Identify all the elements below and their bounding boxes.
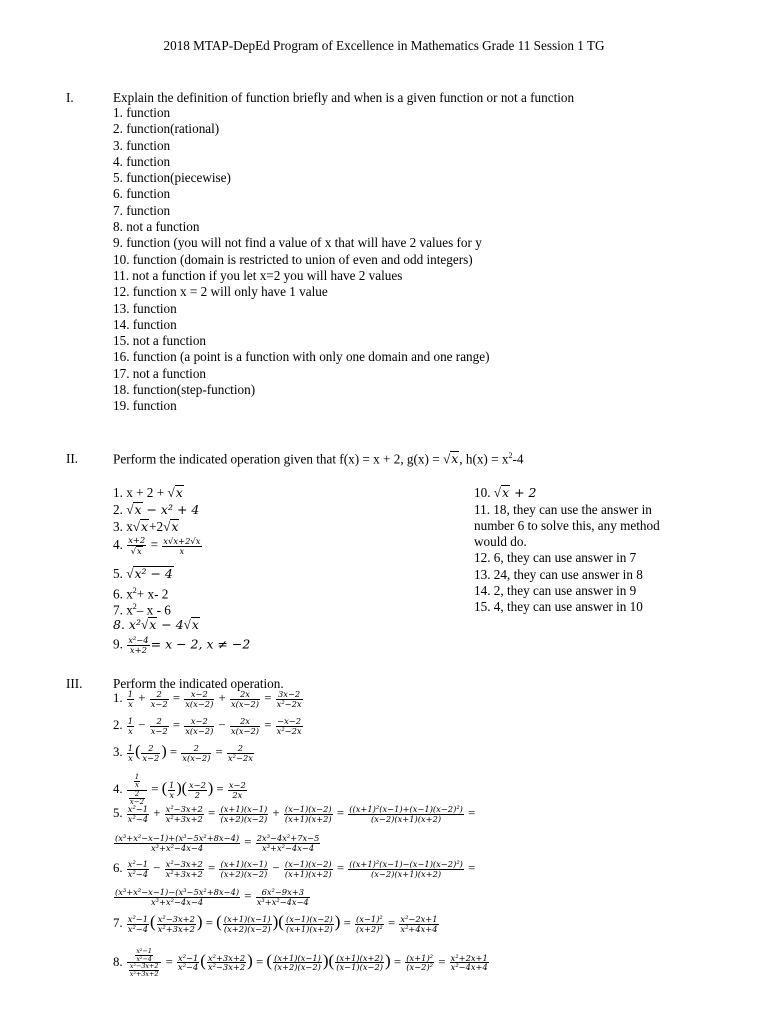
list-item: 8. not a function (113, 219, 200, 235)
page-title: 2018 MTAP-DepEd Program of Excellence in Mathematics Grade 11 Session 1 TG (163, 38, 605, 53)
list-item: 16. function (a point is a function with only one domain and one range) (113, 349, 490, 365)
list-item: 11. not a function if you let x=2 you will have 2 values (113, 267, 403, 283)
fraction-numerator: x²−4 (128, 635, 149, 645)
item-text: − x² + 4 (142, 502, 200, 517)
section-3-title: Perform the indicated operation. (113, 676, 284, 691)
fraction-numerator: x+2 (128, 535, 146, 545)
g-x-radicand: x (451, 451, 459, 467)
list-item: 9. function (you will not find a value of x that will have 2 values for y (113, 235, 482, 251)
section-2-title: Perform the indicated operation given that f(x) = x + 2, g(x) = √x, $h(x) = x^2-4$ (113, 451, 524, 467)
section-2-title-text: Perform the indicated operation given that f(x) = x + 2, g(x) = (113, 451, 443, 467)
item-text: +2 (149, 519, 164, 534)
list-item: 18. function(step-function) (113, 382, 256, 398)
item-text: − 4 (157, 617, 184, 632)
item-text: + 2 (510, 485, 537, 500)
exponent: 2 (132, 586, 137, 595)
section-2-item-15: 15. 4, they can use answer in 10 (474, 599, 643, 614)
section-2-item-5: 5. √x² − 4 (113, 566, 173, 581)
fraction-denominator: x (137, 545, 142, 556)
list-item: 19. function (113, 398, 177, 414)
section-2-item-11-cont-2: would do. (474, 534, 527, 549)
fraction-denominator: x (179, 545, 185, 556)
section-2-item-9 (113, 636, 250, 655)
list-item: 15. not a function (113, 333, 207, 349)
list-item: 14. function (113, 316, 177, 332)
section-2-title-end: -4 (512, 451, 524, 467)
section-3-item-5: 5. $\frac{\text{x²−1}}{\text{x²−4}}$ + $\frac{\text{x²−3x+2}}{\text{x²+3x+2}}$ = $\frac{(x+1)(x-1)}{(x+2)(x-2)}$ + $\frac{(x-1)(x-2)}{(x+1)(x+2)}$ = $\frac{\text{((x+1)²(x−1)+(x−1)(x−2)²)}}{(x-2)(x+1)(x+2)}$ = (113, 804, 476, 824)
section-2-item-12: 12. 6, they can use answer in 7 (474, 550, 637, 565)
item-text: 2. (113, 502, 127, 517)
exponent: 2 (132, 602, 137, 611)
list-item: 3. function (113, 137, 171, 153)
section-3-item-1: 1. $\frac{1}{x}$ + $\frac{2}{x-2}$ = $\frac{x-2}{x(x-2)}$ + $\frac{2x}{x(x-2)}$ = $\frac{3x-2}{\text{x²−2x}}$ (113, 689, 302, 709)
section-2-item-1: 1. x + 2 + √x (113, 485, 183, 500)
section-3-item-3: 3. $\frac{1}{x}$ ( $\frac{2}{x-2}$ ) = $\frac{2}{x(x-2)}$ = $\frac{2}{\text{x²−2x}}$ (113, 743, 253, 763)
item-text: 4. (113, 537, 127, 553)
list-item: 6. function (113, 186, 171, 202)
section-3-item-6: 6. $\frac{\text{x²−1}}{\text{x²−4}}$ − $\frac{\text{x²−3x+2}}{\text{x²+3x+2}}$ = $\frac{(x+1)(x-1)}{(x+2)(x-2)}$ − $\frac{(x-1)(x-2)}{(x+1)(x+2)}$ = $\frac{\text{((x+1)²(x−1)−(x−1)(x−2)²)}}{(x-2)(x+1)(x+2)}$ = (113, 859, 476, 879)
section-2-title-text-2: , h(x) = x (459, 451, 509, 467)
section-3-item-8: 8. $\frac{\frac{\text{x²−1}}{\text{x²−4}}}{\frac{\text{x²−3x+2}}{\text{x²+3x+2}}}$ = $\frac{\text{x²−1}}{\text{x²−4}}$ ( $\frac{\text{x²+3x+2}}{\text{x²−3x+2}}$ ) = ( $\frac{(x+1)(x-1)}{(x+2)(x-2)}$ )( $\frac{(x+1)(x+2)}{(x-1)(x-2)}$ ) = $\frac{\text{(x+1)²}}{\text{(x−2)²}}$ = $\frac{\text{x²+2x+1}}{\text{x²−4x+4}}$ (113, 947, 488, 979)
section-2-item-4: 4. $\frac{x+2}{√x}$ = $\frac{x√x+2√x}{x}$ (113, 535, 201, 556)
radicand: x (191, 617, 199, 632)
list-item: 5. function(piecewise) (113, 170, 231, 186)
section-2-item-2: 2. √x − x² + 4 (113, 502, 200, 517)
item-text: 6. x (113, 586, 133, 602)
radicand: x (134, 502, 142, 517)
radicand: x (149, 617, 157, 632)
radicand: x (175, 485, 183, 500)
list-item: 13. function (113, 300, 177, 316)
section-2-number: II. (66, 451, 79, 466)
item-text: 3. x (113, 519, 133, 534)
radicand: x (502, 485, 510, 500)
section-2-item-3: 3. x√x+2√x (113, 519, 179, 534)
section-3-item-6-cont: $\frac{\text{(x³+x²−x−1)−(x³−5x²+8x−4)}}{\text{x³+x²−4x−4}}$ = $\frac{\text{6x²−9x+3}}{\text{x³+x²−4x−4}}$ (115, 887, 309, 907)
h-x-exponent: 2 (508, 451, 513, 460)
list-item: 17. not a function (113, 365, 207, 381)
section-1-answer-list (113, 105, 490, 415)
item-text: 1. x + 2 + (113, 485, 168, 500)
item-text: + x- 2 (136, 586, 169, 602)
section-2-item-11: 11. 18, they can use the answer in (474, 502, 652, 517)
section-3-number: III. (66, 676, 83, 691)
radicand: x (171, 519, 179, 534)
radicand: x² − 4 (134, 566, 173, 581)
section-2-item-10: 10. √x + 2 (474, 485, 537, 500)
item-text: 9. (113, 636, 127, 652)
section-3-item-5-cont: $\frac{\text{(x³+x²−x−1)+(x³−5x²+8x−4)}}{\text{x³+x²−4x−4}}$ = $\frac{\text{2x³−4x²+7x−5}}{\text{x³+x²−4x−4}}$ (115, 833, 320, 853)
section-2-item-8: 8. x²√x − 4√x (113, 617, 199, 632)
section-3-item-2: 2. $\frac{1}{x}$ − $\frac{2}{x-2}$ = $\frac{x-2}{x(x-2)}$ − $\frac{2x}{x(x-2)}$ = $\frac{-x-2}{\text{x²−2x}}$ (113, 716, 302, 736)
list-item: 1. function (113, 105, 171, 120)
section-3-item-4: 4. $\frac{\frac{1}{x}}{\frac{2}{x-2}}$ = ( $\frac{1}{x}$ )( $\frac{x-2}{2}$ ) = $\frac{x-2}{2x}$ (113, 773, 246, 807)
item-text: 5. (113, 566, 127, 581)
item-text: – x - 6 (136, 602, 171, 618)
section-2-item-13: 13. 24, they can use answer in 8 (474, 567, 643, 582)
item-text: 8. x² (113, 617, 141, 632)
fraction-numerator: x√x+2√x (163, 535, 201, 546)
section-2-item-11-cont: number 6 to solve this, any method (474, 518, 660, 533)
fraction-denominator: x+2 (129, 644, 147, 655)
list-item: 2. function(rational) (113, 121, 220, 137)
list-item: 7. function (113, 202, 171, 218)
section-1-number: I. (66, 90, 74, 105)
section-2-item-14: 14. 2, they can use answer in 9 (474, 583, 637, 598)
list-item: 4. function (113, 153, 171, 169)
item-text: 7. x (113, 602, 133, 618)
list-item: 12. function x = 2 will only have 1 value (113, 284, 328, 300)
section-3-item-7: 7. $\frac{\text{x²−1}}{\text{x²−4}}$ ( $\frac{\text{x²−3x+2}}{\text{x²+3x+2}}$ ) = ( $\frac{(x+1)(x-1)}{(x+2)(x-2)}$ )( $\frac{(x-1)(x-2)}{(x+1)(x+2)}$ ) = $\frac{\text{(x−1)²}}{\text{(x+2)²}}$ = $\frac{\text{x²−2x+1}}{\text{x²+4x+4}}$ (113, 912, 438, 934)
list-item: 10. function (domain is restricted to union of even and odd integers) (113, 251, 473, 267)
section-2-item-7 (113, 599, 171, 618)
radicand: x (141, 519, 149, 534)
item-text: 10. (474, 485, 494, 500)
item-text: = x − 2, x ≠ −2 (150, 636, 251, 652)
section-1-title: Explain the definition of function briefly and when is a given function or not a function (113, 90, 575, 105)
